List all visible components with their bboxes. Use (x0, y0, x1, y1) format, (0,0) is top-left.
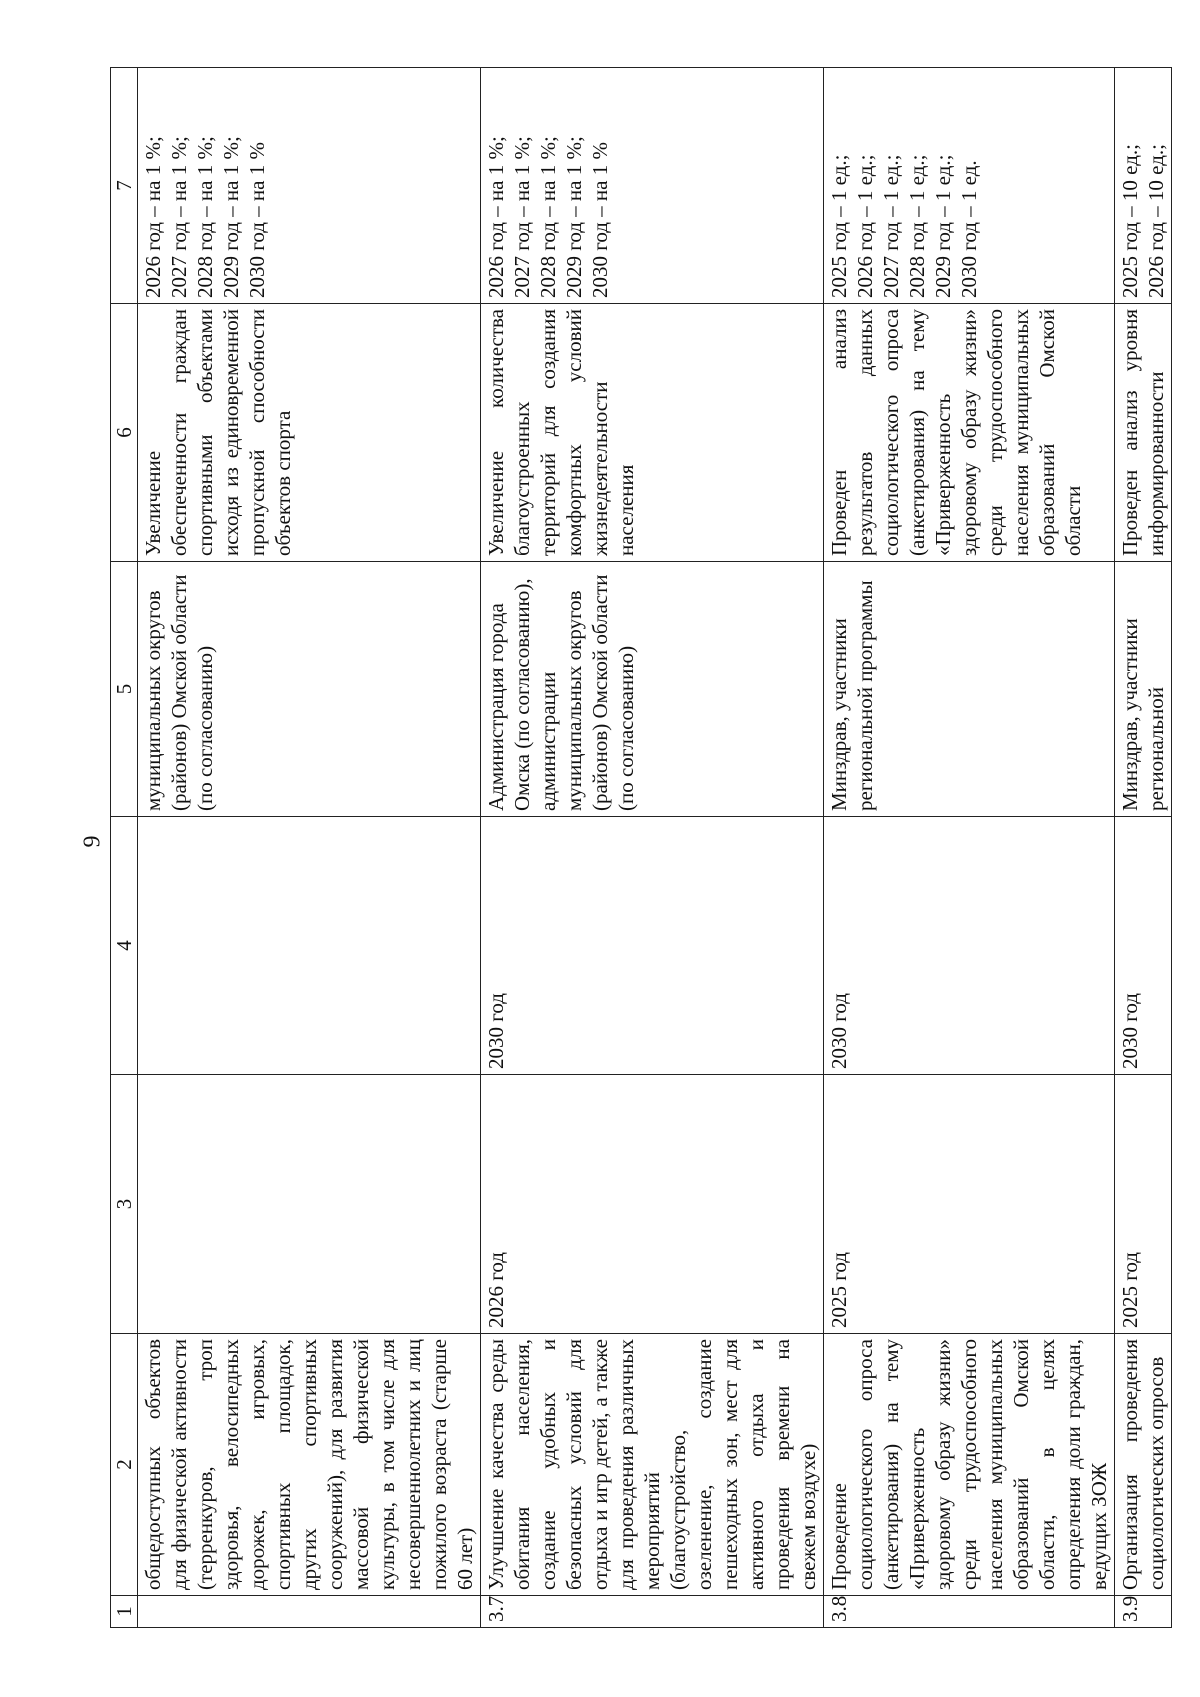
executors-cell: Администрация города Омска (по согласованию), администрации муниципальных округов (районов) Омской области (по согласованию) (481, 562, 824, 817)
indicator-line: 2030 год – на 1 % (245, 142, 269, 298)
result-cell: Проведен анализ результатов данных социологического опроса (анкетирования) на тему «Приверженность здоровому образу жизни» среди трудоспособного населения муниципальных образований Омской области (824, 304, 1115, 562)
start-cell: 2025 год (824, 1075, 1115, 1334)
rotated-table-container (110, 68, 1168, 1628)
table-row (824, 68, 1115, 1628)
indicator-line: 2025 год – 10 ед.; (1118, 144, 1142, 298)
start-cell: 2026 год (481, 1075, 824, 1334)
indicator-line: 2029 год – на 1 %; (562, 136, 586, 298)
start-cell (138, 1075, 481, 1334)
indicator-line: 2028 год – на 1 %; (536, 136, 560, 298)
indicator-line: 2025 год – 1 ед.; (827, 154, 851, 298)
row-number (138, 1596, 481, 1628)
indicator-line: 2028 год – 1 ед.; (905, 154, 929, 298)
header-cell-2: 2 (111, 1334, 138, 1596)
result-cell: Увеличение количества благоустроенных территорий для создания комфортных условий жизнедеятельности населения (481, 304, 824, 562)
indicators-cell (824, 68, 1115, 304)
result-cell: Увеличение обеспеченности граждан спортивными объектами исходя из единовременной пропускной способности объектов спорта (138, 304, 481, 562)
start-cell: 2025 год (1115, 1075, 1172, 1334)
indicator-line: 2030 год – 1 ед. (957, 160, 981, 298)
indicator-line: 2026 год – 1 ед.; (853, 154, 877, 298)
indicator-line: 2029 год – на 1 %; (219, 136, 243, 298)
end-cell: 2030 год (481, 817, 824, 1075)
row-number: 3.7 (481, 1596, 824, 1628)
measure-cell: Проведение социологического опроса (анкетирования) на тему «Приверженность здоровому образу жизни» среди трудоспособного населения муниципальных образований Омской области, в целях определения доли граждан, ведущих ЗОЖ (824, 1334, 1115, 1596)
measures-table (110, 67, 1172, 1628)
measure-cell: Организация проведения социологических опросов (1115, 1334, 1172, 1596)
executors-cell: Минздрав, участники региональной программы (824, 562, 1115, 817)
table-row (481, 68, 824, 1628)
measure-cell: общедоступных объектов для физической активности (терренкуров, троп здоровья, велосипедных дорожек, игровых, спортивных площадок, других спортивных сооружений), для развития массовой физической культуры, в том числе для несовершеннолетних и лиц пожилого возраста (старше 60 лет) (138, 1334, 481, 1596)
indicator-line: 2028 год – на 1 %; (193, 136, 217, 298)
row-number: 3.8 (824, 1596, 1115, 1628)
indicator-line: 2030 год – на 1 % (588, 142, 612, 298)
indicator-line: 2026 год – 10 ед.; (1144, 144, 1168, 298)
indicator-line: 2027 год – 1 ед.; (879, 154, 903, 298)
header-cell-7: 7 (111, 68, 138, 304)
indicator-line: 2026 год – на 1 %; (484, 136, 508, 298)
end-cell (138, 817, 481, 1075)
indicator-line: 2029 год – 1 ед.; (931, 154, 955, 298)
indicator-line: 2026 год – на 1 %; (141, 136, 165, 298)
executors-cell: Минздрав, участники региональной (1115, 562, 1172, 817)
header-cell-5: 5 (111, 562, 138, 817)
result-cell: Проведен анализ уровня информированности (1115, 304, 1172, 562)
end-cell: 2030 год (824, 817, 1115, 1075)
row-number: 3.9 (1115, 1596, 1172, 1628)
measure-cell: Улучшение качества среды обитания населения, создание удобных и безопасных условий для отдыха и игр детей, а также для проведения различных мероприятий (благоустройство, озеленение, создание пешеходных зон, мест для активного отдыха и проведения времени на свежем воздухе) (481, 1334, 824, 1596)
indicators-cell (481, 68, 824, 304)
table-row (138, 68, 481, 1628)
header-cell-4: 4 (111, 817, 138, 1075)
page-number: 9 (79, 835, 106, 848)
header-cell-6: 6 (111, 304, 138, 562)
indicators-cell (138, 68, 481, 304)
executors-cell: муниципальных округов (районов) Омской области (по согласованию) (138, 562, 481, 817)
indicators-cell (1115, 68, 1172, 304)
table-header-row (111, 68, 138, 1628)
end-cell: 2030 год (1115, 817, 1172, 1075)
table-row (1115, 68, 1172, 1628)
indicator-line: 2027 год – на 1 %; (167, 136, 191, 298)
header-cell-1: 1 (111, 1596, 138, 1628)
header-cell-3: 3 (111, 1075, 138, 1334)
indicator-line: 2027 год – на 1 %; (510, 136, 534, 298)
